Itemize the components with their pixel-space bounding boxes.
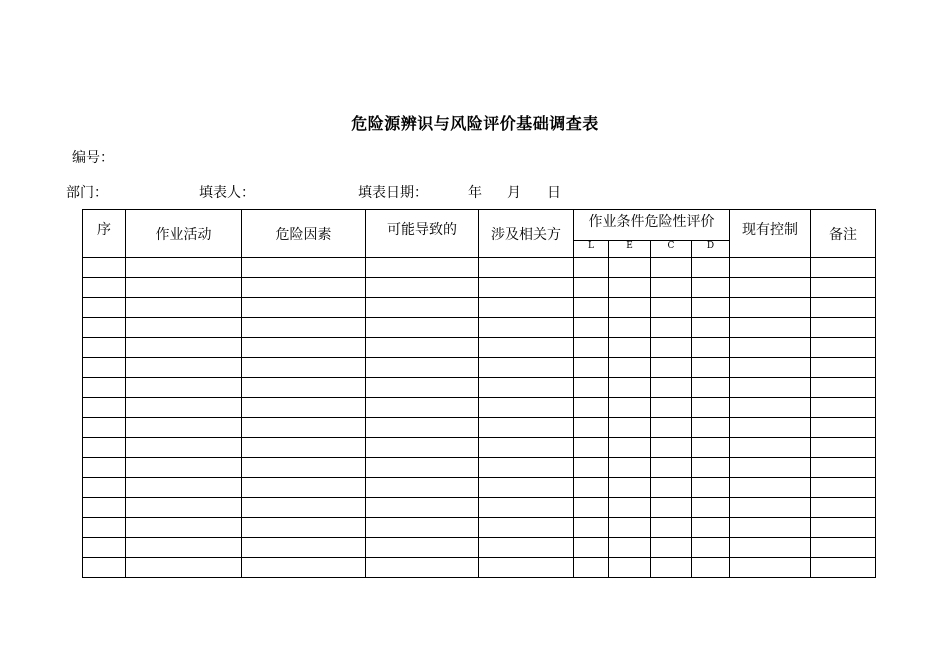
table-cell[interactable] — [479, 378, 574, 398]
table-cell[interactable] — [242, 538, 366, 558]
table-cell[interactable] — [242, 478, 366, 498]
header-parties: 涉及相关方 — [479, 210, 574, 258]
table-cell[interactable] — [126, 318, 242, 338]
table-cell[interactable] — [651, 298, 692, 318]
table-cell[interactable] — [126, 258, 242, 278]
table-cell[interactable] — [479, 278, 574, 298]
table-cell[interactable] — [126, 398, 242, 418]
table-cell[interactable] — [242, 518, 366, 538]
table-cell[interactable] — [574, 318, 609, 338]
table-cell[interactable] — [479, 458, 574, 478]
table-cell[interactable] — [692, 558, 730, 578]
table-cell[interactable] — [83, 418, 126, 438]
table-cell[interactable] — [692, 338, 730, 358]
table-cell[interactable] — [479, 538, 574, 558]
table-cell[interactable] — [609, 418, 651, 438]
table-cell[interactable] — [730, 378, 811, 398]
table-cell[interactable] — [730, 558, 811, 578]
table-cell[interactable] — [692, 438, 730, 458]
table-row — [83, 358, 876, 378]
table-cell[interactable] — [242, 358, 366, 378]
table-cell[interactable] — [692, 458, 730, 478]
code-label: 编号： — [72, 150, 114, 166]
table-cell[interactable] — [574, 538, 609, 558]
table-cell[interactable] — [126, 378, 242, 398]
table-cell[interactable] — [811, 258, 876, 278]
table-cell[interactable] — [366, 438, 479, 458]
table-cell[interactable] — [609, 458, 651, 478]
table-cell[interactable] — [692, 398, 730, 418]
header-seq: 序 — [83, 210, 126, 258]
table-cell[interactable] — [730, 298, 811, 318]
table-cell[interactable] — [242, 558, 366, 578]
table-cell[interactable] — [651, 518, 692, 538]
table-row — [83, 278, 876, 298]
table-cell[interactable] — [609, 538, 651, 558]
table-cell[interactable] — [651, 318, 692, 338]
table-cell[interactable] — [609, 498, 651, 518]
table-cell[interactable] — [730, 358, 811, 378]
table-cell[interactable] — [730, 518, 811, 538]
table-cell[interactable] — [609, 258, 651, 278]
date-label: 填表日期： — [358, 185, 428, 201]
header-control: 现有控制 — [730, 210, 811, 258]
table-cell[interactable] — [651, 278, 692, 298]
table-cell[interactable] — [83, 318, 126, 338]
table-cell[interactable] — [692, 498, 730, 518]
table-cell[interactable] — [609, 438, 651, 458]
table-cell[interactable] — [479, 398, 574, 418]
table-cell[interactable] — [83, 338, 126, 358]
table-cell[interactable] — [651, 438, 692, 458]
table-cell[interactable] — [479, 478, 574, 498]
table-cell[interactable] — [574, 518, 609, 538]
table-cell[interactable] — [479, 558, 574, 578]
table-cell[interactable] — [609, 278, 651, 298]
table-cell[interactable] — [574, 458, 609, 478]
table-cell[interactable] — [811, 378, 876, 398]
table-cell[interactable] — [574, 338, 609, 358]
table-cell[interactable] — [479, 498, 574, 518]
table-cell[interactable] — [574, 378, 609, 398]
table-cell[interactable] — [609, 338, 651, 358]
table-row — [83, 298, 876, 318]
table-cell[interactable] — [126, 558, 242, 578]
table-cell[interactable] — [811, 518, 876, 538]
header-c: C — [651, 240, 692, 257]
table-cell[interactable] — [730, 418, 811, 438]
table-cell[interactable] — [242, 258, 366, 278]
table-cell[interactable] — [479, 518, 574, 538]
header-activity: 作业活动 — [126, 210, 242, 258]
table-cell[interactable] — [479, 298, 574, 318]
header-possible-result: 可能导致的 — [366, 210, 479, 258]
table-cell[interactable] — [83, 358, 126, 378]
table-cell[interactable] — [366, 558, 479, 578]
table-cell[interactable] — [242, 338, 366, 358]
table-cell[interactable] — [609, 518, 651, 538]
department-label: 部门： — [66, 185, 108, 201]
table-cell[interactable] — [574, 438, 609, 458]
table-row — [83, 318, 876, 338]
header-hazard: 危险因素 — [242, 210, 366, 258]
table-cell[interactable] — [242, 438, 366, 458]
table-cell[interactable] — [692, 318, 730, 338]
table-cell[interactable] — [366, 378, 479, 398]
table-cell[interactable] — [366, 318, 479, 338]
table-cell[interactable] — [730, 318, 811, 338]
table-cell[interactable] — [651, 498, 692, 518]
table-cell[interactable] — [479, 318, 574, 338]
table-cell[interactable] — [126, 358, 242, 378]
table-cell[interactable] — [242, 498, 366, 518]
table-cell[interactable] — [574, 398, 609, 418]
table-cell[interactable] — [811, 458, 876, 478]
table-cell[interactable] — [366, 358, 479, 378]
table-row — [83, 418, 876, 438]
table-cell[interactable] — [609, 378, 651, 398]
filler-label: 填表人： — [199, 185, 255, 201]
table-cell[interactable] — [366, 418, 479, 438]
table-cell[interactable] — [692, 298, 730, 318]
table-cell[interactable] — [692, 538, 730, 558]
table-cell[interactable] — [811, 338, 876, 358]
table-cell[interactable] — [83, 518, 126, 538]
table-cell[interactable] — [811, 398, 876, 418]
table-cell[interactable] — [574, 278, 609, 298]
table-cell[interactable] — [366, 298, 479, 318]
table-cell[interactable] — [83, 378, 126, 398]
table-cell[interactable] — [479, 418, 574, 438]
table-cell[interactable] — [366, 458, 479, 478]
table-body — [83, 258, 876, 578]
table-cell[interactable] — [811, 558, 876, 578]
table-cell[interactable] — [366, 478, 479, 498]
table-row — [83, 558, 876, 578]
table-cell[interactable] — [242, 458, 366, 478]
table-cell[interactable] — [479, 438, 574, 458]
table-cell[interactable] — [692, 358, 730, 378]
table-cell[interactable] — [242, 298, 366, 318]
table-cell[interactable] — [651, 338, 692, 358]
table-cell[interactable] — [574, 258, 609, 278]
table-cell[interactable] — [811, 418, 876, 438]
table-cell[interactable] — [83, 538, 126, 558]
table-cell[interactable] — [574, 498, 609, 518]
table-cell[interactable] — [126, 518, 242, 538]
table-cell[interactable] — [609, 558, 651, 578]
year-label: 年 — [468, 185, 482, 201]
table-cell[interactable] — [83, 398, 126, 418]
table-cell[interactable] — [126, 338, 242, 358]
table-cell[interactable] — [730, 498, 811, 518]
table-cell[interactable] — [126, 458, 242, 478]
table-cell[interactable] — [242, 278, 366, 298]
table-cell[interactable] — [811, 498, 876, 518]
table-cell[interactable] — [730, 538, 811, 558]
table-cell[interactable] — [126, 438, 242, 458]
header-remarks: 备注 — [811, 210, 876, 258]
table-cell[interactable] — [479, 338, 574, 358]
table-row — [83, 478, 876, 498]
table-cell[interactable] — [366, 278, 479, 298]
table-cell[interactable] — [651, 478, 692, 498]
table-cell[interactable] — [651, 558, 692, 578]
table-cell[interactable] — [811, 298, 876, 318]
table-cell[interactable] — [479, 358, 574, 378]
table-cell[interactable] — [692, 278, 730, 298]
table-cell[interactable] — [730, 338, 811, 358]
document-title: 危险源辨识与风险评价基础调查表 — [351, 114, 599, 133]
table-cell[interactable] — [692, 258, 730, 278]
table-cell[interactable] — [83, 438, 126, 458]
table-cell[interactable] — [730, 438, 811, 458]
table-row — [83, 378, 876, 398]
table-cell[interactable] — [651, 398, 692, 418]
table-cell[interactable] — [692, 418, 730, 438]
table-cell[interactable] — [126, 478, 242, 498]
table-cell[interactable] — [126, 418, 242, 438]
table-cell[interactable] — [730, 458, 811, 478]
table-cell[interactable] — [83, 498, 126, 518]
table-cell[interactable] — [730, 398, 811, 418]
table-cell[interactable] — [479, 258, 574, 278]
table-cell[interactable] — [83, 478, 126, 498]
table-cell[interactable] — [83, 298, 126, 318]
table-cell[interactable] — [730, 478, 811, 498]
table-cell[interactable] — [574, 478, 609, 498]
day-label: 日 — [547, 185, 561, 201]
table-cell[interactable] — [126, 278, 242, 298]
table-cell[interactable] — [651, 418, 692, 438]
table-cell[interactable] — [811, 278, 876, 298]
table-cell[interactable] — [811, 478, 876, 498]
table-cell[interactable] — [692, 518, 730, 538]
table-cell[interactable] — [730, 258, 811, 278]
month-label: 月 — [507, 185, 521, 201]
table-row — [83, 338, 876, 358]
table-cell[interactable] — [811, 538, 876, 558]
table-cell[interactable] — [609, 318, 651, 338]
table-cell[interactable] — [242, 398, 366, 418]
table-cell[interactable] — [83, 558, 126, 578]
table-cell[interactable] — [242, 318, 366, 338]
table-cell[interactable] — [730, 278, 811, 298]
table-cell[interactable] — [651, 258, 692, 278]
table-row — [83, 518, 876, 538]
table-cell[interactable] — [609, 478, 651, 498]
table-cell[interactable] — [574, 418, 609, 438]
table-cell[interactable] — [651, 378, 692, 398]
table-row — [83, 398, 876, 418]
table-cell[interactable] — [242, 418, 366, 438]
table-cell[interactable] — [651, 458, 692, 478]
table-cell[interactable] — [574, 558, 609, 578]
table-cell[interactable] — [609, 358, 651, 378]
table-cell[interactable] — [126, 498, 242, 518]
table-cell[interactable] — [126, 298, 242, 318]
table-cell[interactable] — [574, 358, 609, 378]
table-cell[interactable] — [366, 538, 479, 558]
table-cell[interactable] — [366, 498, 479, 518]
table-cell[interactable] — [366, 258, 479, 278]
table-cell[interactable] — [692, 378, 730, 398]
table-cell[interactable] — [609, 298, 651, 318]
table-cell[interactable] — [651, 538, 692, 558]
header-d: D — [692, 240, 730, 257]
table-row — [83, 258, 876, 278]
table-cell[interactable] — [574, 298, 609, 318]
table-cell[interactable] — [366, 398, 479, 418]
header-evaluation-group: 作业条件危险性评价 — [574, 210, 730, 241]
table-row — [83, 498, 876, 518]
table-cell[interactable] — [126, 538, 242, 558]
table-cell[interactable] — [811, 438, 876, 458]
header-e: E — [609, 240, 651, 257]
table-cell[interactable] — [83, 458, 126, 478]
table-row — [83, 538, 876, 558]
table-cell[interactable] — [366, 338, 479, 358]
table-cell[interactable] — [366, 518, 479, 538]
table-cell[interactable] — [83, 258, 126, 278]
table-cell[interactable] — [651, 358, 692, 378]
table-row — [83, 458, 876, 478]
table-row — [83, 438, 876, 458]
table-cell[interactable] — [83, 278, 126, 298]
table-cell[interactable] — [811, 318, 876, 338]
table-cell[interactable] — [609, 398, 651, 418]
table-cell[interactable] — [811, 358, 876, 378]
survey-table — [82, 209, 876, 578]
header-l: L — [574, 240, 609, 257]
table-cell[interactable] — [692, 478, 730, 498]
table-cell[interactable] — [242, 378, 366, 398]
